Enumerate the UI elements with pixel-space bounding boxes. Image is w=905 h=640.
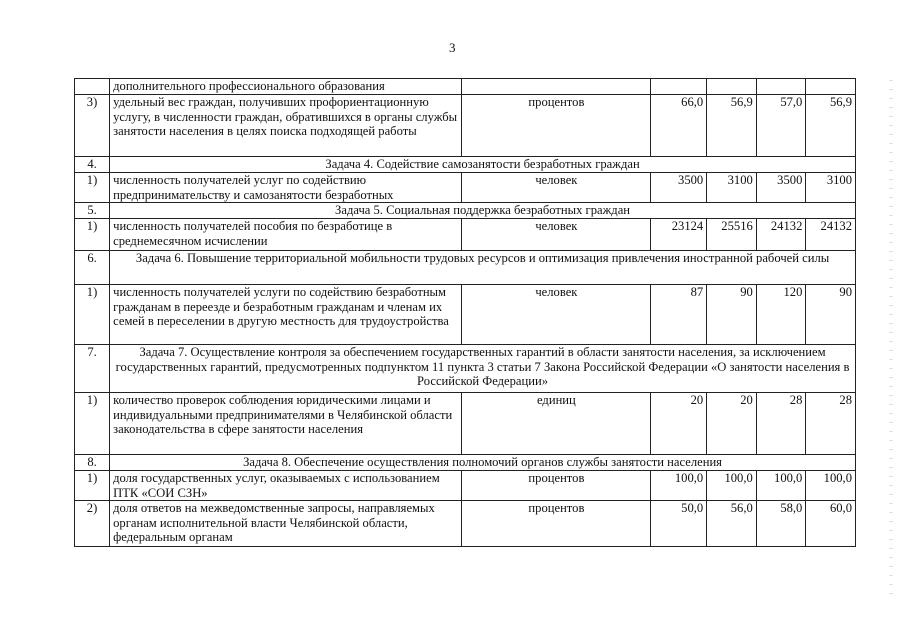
row-number: 1) xyxy=(75,393,110,455)
indicator-value-3: 120 xyxy=(756,285,806,345)
task-row xyxy=(75,251,856,285)
indicator-unit: процентов xyxy=(462,95,651,157)
row-number: 1) xyxy=(75,173,110,203)
page-number: 3 xyxy=(449,40,456,55)
indicator-description: доля государственных услуг, оказываемых с использованием ПТК «СОИ СЗН» xyxy=(110,471,462,501)
indicator-value-4 xyxy=(806,79,856,95)
indicator-value-3: 28 xyxy=(756,393,806,455)
indicator-value-2 xyxy=(707,79,757,95)
indicator-row xyxy=(75,285,856,345)
indicator-value-4: 24132 xyxy=(806,219,856,251)
task-title: Задача 8. Обеспечение осуществления полномочий органов службы занятости населения xyxy=(110,455,856,471)
row-number: 8. xyxy=(75,455,110,471)
indicator-value-4: 56,9 xyxy=(806,95,856,157)
indicator-value-4: 3100 xyxy=(806,173,856,203)
indicator-value-1: 87 xyxy=(651,285,707,345)
indicator-description: численность получателей услуг по содействию предпринимательству и самозанятости безработных xyxy=(110,173,462,203)
task-title: Задача 5. Социальная поддержка безработных граждан xyxy=(110,203,856,219)
indicator-value-3: 57,0 xyxy=(756,95,806,157)
indicator-unit: единиц xyxy=(462,393,651,455)
indicator-value-2: 90 xyxy=(707,285,757,345)
indicator-unit: человек xyxy=(462,285,651,345)
indicator-value-3 xyxy=(756,79,806,95)
indicator-value-2: 56,9 xyxy=(707,95,757,157)
indicator-description: дополнительного профессионального образования xyxy=(110,79,462,95)
row-number: 1) xyxy=(75,471,110,501)
indicator-value-1: 50,0 xyxy=(651,501,707,547)
indicator-description: численность получателей пособия по безработице в среднемесячном исчислении xyxy=(110,219,462,251)
task-row xyxy=(75,157,856,173)
indicator-value-4: 28 xyxy=(806,393,856,455)
indicator-value-2: 20 xyxy=(707,393,757,455)
row-number: 1) xyxy=(75,285,110,345)
row-number: 4. xyxy=(75,157,110,173)
indicator-value-1: 20 xyxy=(651,393,707,455)
indicator-unit: процентов xyxy=(462,471,651,501)
indicator-value-1 xyxy=(651,79,707,95)
row-number: 5. xyxy=(75,203,110,219)
row-number: 6. xyxy=(75,251,110,285)
indicator-row xyxy=(75,501,856,547)
indicator-value-4: 100,0 xyxy=(806,471,856,501)
task-row xyxy=(75,203,856,219)
task-title: Задача 7. Осуществление контроля за обеспечением государственных гарантий в области занятости населения, за исключением государственных гарантий, предусмотренных подпунктом 11 пункта 3 статьи 7 Закона Российской Федерации «О занятости населения в Российской Федерации» xyxy=(110,345,856,393)
row-number: 3) xyxy=(75,95,110,157)
indicator-value-3: 100,0 xyxy=(756,471,806,501)
indicator-value-3: 24132 xyxy=(756,219,806,251)
task-row xyxy=(75,455,856,471)
indicator-row xyxy=(75,173,856,203)
indicator-value-2: 3100 xyxy=(707,173,757,203)
task-row xyxy=(75,345,856,393)
indicator-value-1: 23124 xyxy=(651,219,707,251)
scan-artifact-marks xyxy=(889,80,893,600)
row-number: 2) xyxy=(75,501,110,547)
task-title: Задача 6. Повышение территориальной мобильности трудовых ресурсов и оптимизация привлечения иностранной рабочей силы xyxy=(110,251,856,285)
indicator-value-1: 66,0 xyxy=(651,95,707,157)
task-title: Задача 4. Содействие самозанятости безработных граждан xyxy=(110,157,856,173)
indicator-unit xyxy=(462,79,651,95)
indicator-description: численность получателей услуги по содействию безработным гражданам в переезде и безработным гражданам и членам их семей в переселении в другую местность для трудоустройства xyxy=(110,285,462,345)
indicator-value-2: 25516 xyxy=(707,219,757,251)
indicator-value-2: 100,0 xyxy=(707,471,757,501)
indicator-description: доля ответов на межведомственные запросы, направляемых органам исполнительной власти Челябинской области, федеральным органам xyxy=(110,501,462,547)
indicator-description: удельный вес граждан, получивших профориентационную услугу, в численности граждан, обратившихся в органы службы занятости населения в целях поиска подходящей работы xyxy=(110,95,462,157)
indicator-value-1: 3500 xyxy=(651,173,707,203)
row-number: 1) xyxy=(75,219,110,251)
indicator-unit: процентов xyxy=(462,501,651,547)
indicator-unit: человек xyxy=(462,219,651,251)
indicator-value-1: 100,0 xyxy=(651,471,707,501)
indicator-value-4: 60,0 xyxy=(806,501,856,547)
indicator-value-3: 3500 xyxy=(756,173,806,203)
indicator-row xyxy=(75,79,856,95)
indicator-value-3: 58,0 xyxy=(756,501,806,547)
indicator-value-4: 90 xyxy=(806,285,856,345)
indicator-row xyxy=(75,95,856,157)
indicator-unit: человек xyxy=(462,173,651,203)
indicator-description: количество проверок соблюдения юридическими лицами и индивидуальными предпринимателями в Челябинской области законодательства в сфере занятости населения xyxy=(110,393,462,455)
indicator-row xyxy=(75,393,856,455)
indicator-value-2: 56,0 xyxy=(707,501,757,547)
row-number xyxy=(75,79,110,95)
indicators-table xyxy=(74,78,856,547)
indicator-row xyxy=(75,219,856,251)
row-number: 7. xyxy=(75,345,110,393)
indicator-row xyxy=(75,471,856,501)
